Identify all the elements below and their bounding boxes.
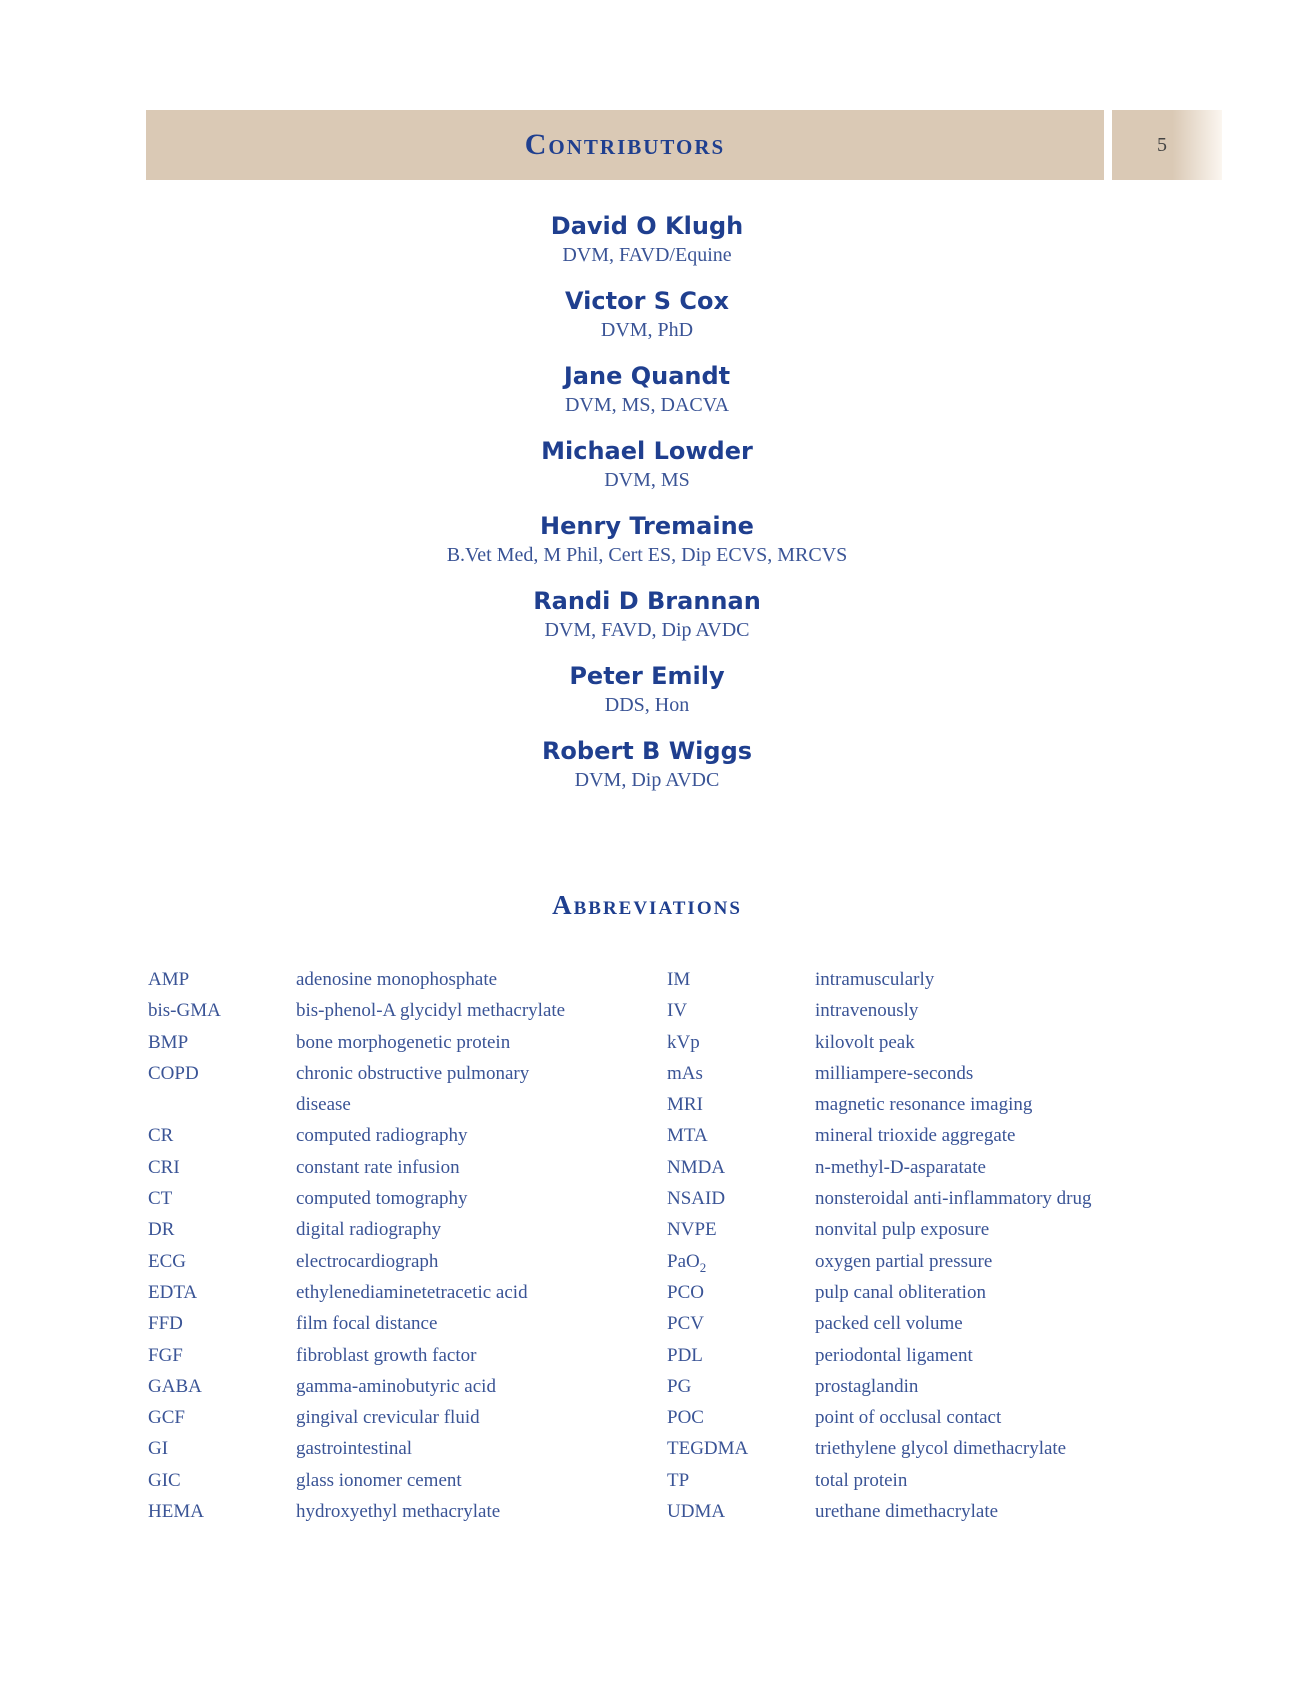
list-item <box>148 1058 565 1089</box>
abbreviation-term: GI <box>148 1438 169 1460</box>
list-item <box>148 1183 565 1214</box>
abbreviation-definition: magnetic resonance imaging <box>815 1094 1033 1116</box>
list-item <box>667 1120 1091 1151</box>
contributor-name: Peter Emily <box>569 662 725 690</box>
abbreviation-definition: pulp canal obliteration <box>815 1281 986 1303</box>
list-item <box>667 1371 1091 1402</box>
abbreviation-term: EDTA <box>148 1281 198 1303</box>
contributor-entry <box>0 210 1294 285</box>
list-item <box>148 1496 565 1527</box>
abbreviation-definition: film focal distance <box>296 1313 438 1335</box>
abbreviation-definition: nonsteroidal anti-inflammatory drug <box>815 1188 1092 1210</box>
list-item <box>667 1402 1091 1433</box>
list-item <box>148 1371 565 1402</box>
abbreviation-definition: gamma-aminobutyric acid <box>296 1375 496 1397</box>
list-item <box>148 1402 565 1433</box>
contributor-credentials: DVM, FAVD/Equine <box>562 244 732 266</box>
list-item <box>667 1465 1091 1496</box>
contributor-entry <box>0 735 1294 810</box>
contributor-name: Victor S Cox <box>565 287 729 315</box>
abbreviation-definition: electrocardiograph <box>296 1250 439 1272</box>
abbreviation-term: CRI <box>148 1156 180 1178</box>
contributor-credentials: DVM, MS <box>604 469 690 491</box>
abbreviation-term <box>667 1246 815 1277</box>
abbreviation-term: CT <box>148 1188 173 1210</box>
abbreviation-definition: computed radiography <box>296 1125 468 1147</box>
abbreviation-term: NSAID <box>667 1188 726 1210</box>
contributors-list <box>0 210 1294 810</box>
abbreviation-term: HEMA <box>148 1501 204 1523</box>
abbreviation-definition: prostaglandin <box>815 1375 919 1397</box>
abbreviation-definition: mineral trioxide aggregate <box>815 1125 1016 1147</box>
abbreviation-definition: intravenously <box>815 1000 919 1022</box>
contributor-entry <box>0 585 1294 660</box>
contributor-name: Randi D Brannan <box>533 587 761 615</box>
list-item <box>148 1433 565 1464</box>
list-item <box>148 1465 565 1496</box>
list-item <box>148 1089 565 1120</box>
abbreviation-definition: glass ionomer cement <box>296 1469 462 1491</box>
abbreviation-term-subscript: 2 <box>699 1259 707 1275</box>
abbreviation-term: MTA <box>667 1125 708 1147</box>
contributor-credentials: DVM, Dip AVDC <box>574 769 720 791</box>
abbreviation-term: kVp <box>667 1031 700 1053</box>
abbreviation-definition: computed tomography <box>296 1188 468 1210</box>
abbreviation-term: IM <box>667 969 691 990</box>
list-item <box>148 1027 565 1058</box>
abbreviation-term: IV <box>667 1000 688 1022</box>
abbreviation-term: bis-GMA <box>148 1000 221 1022</box>
abbreviations-right-column <box>667 964 1091 1527</box>
list-item <box>148 1308 565 1339</box>
abbreviation-term: GCF <box>148 1407 185 1429</box>
list-item <box>667 964 1091 995</box>
abbreviation-definition: kilovolt peak <box>815 1031 915 1053</box>
abbreviation-term <box>148 1089 296 1120</box>
abbreviation-term: FFD <box>148 1313 183 1335</box>
abbreviation-term: TP <box>667 1469 690 1491</box>
abbreviation-term: TEGDMA <box>667 1438 749 1460</box>
list-item <box>667 1496 1091 1527</box>
list-item <box>148 995 565 1026</box>
contributor-entry <box>0 360 1294 435</box>
abbreviation-definition: total protein <box>815 1469 908 1491</box>
list-item <box>148 1214 565 1245</box>
abbreviation-definition: nonvital pulp exposure <box>815 1219 990 1241</box>
abbreviation-definition: bone morphogenetic protein <box>296 1031 511 1053</box>
contributor-name: Jane Quandt <box>563 362 731 390</box>
contributor-name: Robert B Wiggs <box>541 737 753 765</box>
abbreviation-definition: point of occlusal contact <box>815 1407 1002 1429</box>
abbreviation-definition: n-methyl-D-asparatate <box>815 1156 986 1178</box>
list-item <box>148 964 565 995</box>
header-band <box>146 110 1104 180</box>
abbreviation-term: POC <box>667 1407 704 1429</box>
abbreviation-definition: gastrointestinal <box>296 1438 413 1460</box>
contributor-name: David O Klugh <box>550 212 744 240</box>
list-item <box>148 1340 565 1371</box>
abbreviation-term: CR <box>148 1125 174 1147</box>
abbreviation-term: MRI <box>667 1094 703 1116</box>
abbreviation-term: GABA <box>148 1375 202 1397</box>
list-item <box>667 1183 1091 1214</box>
abbreviation-definition: oxygen partial pressure <box>815 1250 993 1272</box>
abbreviation-definition: intramuscularly <box>815 969 935 990</box>
contributor-name: Michael Lowder <box>541 437 753 465</box>
abbreviation-term: PG <box>667 1375 692 1397</box>
abbreviation-term: DR <box>148 1219 175 1241</box>
contributor-entry <box>0 660 1294 735</box>
abbreviation-definition: fibroblast growth factor <box>296 1344 477 1366</box>
contributor-entry <box>0 510 1294 585</box>
abbreviation-definition: milliampere-seconds <box>815 1062 974 1084</box>
abbreviation-term: PCV <box>667 1313 704 1335</box>
list-item <box>148 1246 565 1277</box>
contributor-credentials: B.Vet Med, M Phil, Cert ES, Dip ECVS, MRCVS <box>446 544 848 566</box>
abbreviation-definition: hydroxyethyl methacrylate <box>296 1501 501 1523</box>
abbreviation-definition: disease <box>296 1094 351 1116</box>
abbreviation-definition: gingival crevicular fluid <box>296 1407 480 1429</box>
list-item <box>667 1089 1091 1120</box>
abbreviation-definition: ethylenediaminetetracetic acid <box>296 1281 528 1303</box>
abbreviation-definition: digital radiography <box>296 1219 442 1241</box>
contributor-entry <box>0 285 1294 360</box>
list-item <box>148 1120 565 1151</box>
page-title: Contributors <box>524 128 726 161</box>
contributor-credentials: DVM, MS, DACVA <box>564 394 730 416</box>
abbreviations-heading: Abbreviations <box>552 890 742 920</box>
contributor-credentials: DVM, PhD <box>600 319 694 341</box>
abbreviation-definition: adenosine monophosphate <box>296 969 498 990</box>
abbreviation-term: NMDA <box>667 1156 726 1178</box>
contributor-credentials: DVM, FAVD, Dip AVDC <box>544 619 750 641</box>
list-item <box>667 1152 1091 1183</box>
list-item <box>667 1027 1091 1058</box>
abbreviation-term: AMP <box>148 969 190 990</box>
page-number-tab <box>1112 110 1222 180</box>
abbreviation-definition: periodontal ligament <box>815 1344 973 1366</box>
abbreviation-definition: triethylene glycol dimethacrylate <box>815 1438 1067 1460</box>
list-item <box>667 1246 1091 1277</box>
abbreviation-term: PCO <box>667 1281 704 1303</box>
list-item <box>148 1152 565 1183</box>
contributor-name: Henry Tremaine <box>540 512 754 540</box>
abbreviation-term: BMP <box>148 1031 189 1053</box>
abbreviation-term: ECG <box>148 1250 186 1272</box>
abbreviation-definition: bis-phenol-A glycidyl methacrylate <box>296 1000 566 1022</box>
abbreviation-term: UDMA <box>667 1501 726 1523</box>
list-item <box>667 995 1091 1026</box>
abbreviations-left-column <box>148 964 565 1527</box>
list-item <box>667 1214 1091 1245</box>
abbreviation-term: PDL <box>667 1344 703 1366</box>
abbreviation-term: NVPE <box>667 1219 717 1241</box>
list-item <box>148 1277 565 1308</box>
list-item <box>667 1308 1091 1339</box>
page-number: 5 <box>1157 133 1167 156</box>
list-item <box>667 1433 1091 1464</box>
abbreviation-definition: constant rate infusion <box>296 1156 460 1178</box>
abbreviation-definition: chronic obstructive pulmonary <box>296 1062 530 1084</box>
list-item <box>667 1277 1091 1308</box>
abbreviation-term: mAs <box>667 1062 703 1084</box>
contributor-entry <box>0 435 1294 510</box>
list-item <box>667 1340 1091 1371</box>
abbreviation-term-base: PaO <box>667 1250 700 1272</box>
abbreviation-definition: packed cell volume <box>815 1313 963 1335</box>
abbreviation-term: GIC <box>148 1469 181 1491</box>
abbreviation-term: COPD <box>148 1062 199 1084</box>
list-item <box>667 1058 1091 1089</box>
contributor-credentials: DDS, Hon <box>604 694 690 716</box>
abbreviation-term: FGF <box>148 1344 183 1366</box>
abbreviation-definition: urethane dimethacrylate <box>815 1501 999 1523</box>
